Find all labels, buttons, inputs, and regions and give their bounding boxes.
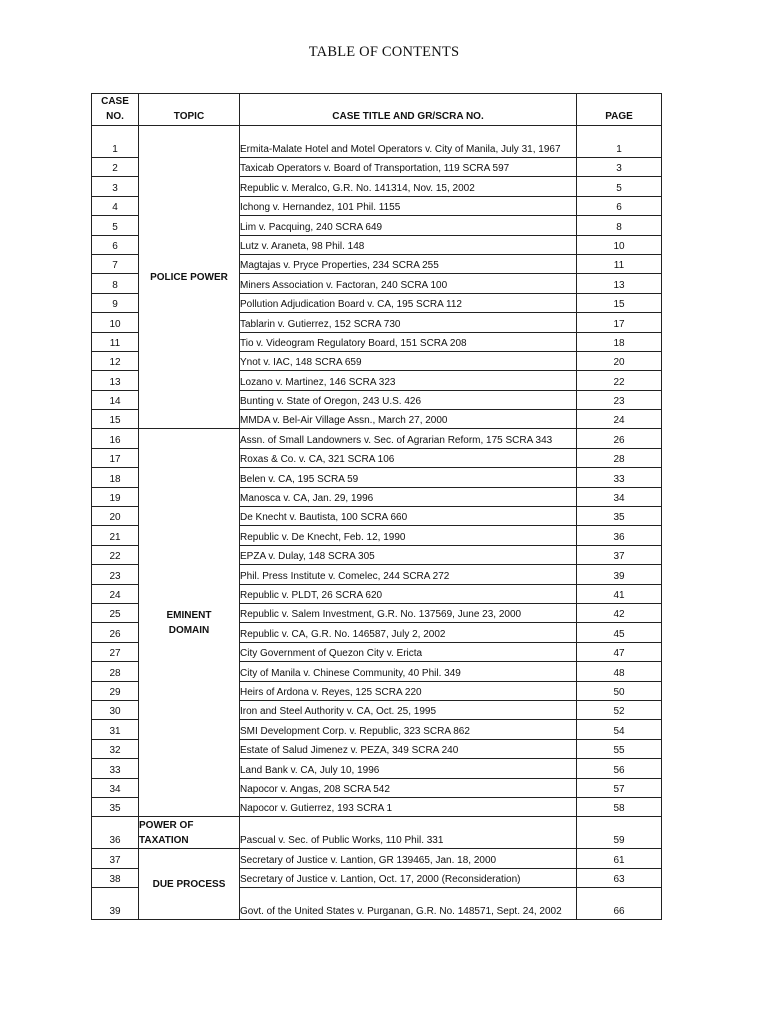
page-number: 33 — [577, 468, 662, 487]
case-number: 6 — [92, 235, 139, 254]
case-title: Napocor v. Gutierrez, 193 SCRA 1 — [240, 797, 577, 816]
table-row — [92, 126, 662, 158]
case-number: 2 — [92, 158, 139, 177]
page-number: 66 — [577, 888, 662, 920]
table-row — [92, 429, 662, 448]
case-title: Heirs of Ardona v. Reyes, 125 SCRA 220 — [240, 681, 577, 700]
case-number: 17 — [92, 448, 139, 467]
page-number: 13 — [577, 274, 662, 293]
case-title: Manosca v. CA, Jan. 29, 1996 — [240, 487, 577, 506]
page-number: 48 — [577, 662, 662, 681]
page-number: 45 — [577, 623, 662, 642]
page-number: 22 — [577, 371, 662, 390]
case-title: Ermita-Malate Hotel and Motel Operators v. City of Manila, July 31, 1967 — [240, 126, 577, 158]
case-title: Estate of Salud Jimenez v. PEZA, 349 SCRA 240 — [240, 739, 577, 758]
case-title: De Knecht v. Bautista, 100 SCRA 660 — [240, 507, 577, 526]
case-number: 24 — [92, 584, 139, 603]
page-number: 23 — [577, 390, 662, 409]
page-number: 61 — [577, 849, 662, 868]
case-title: Lozano v. Martinez, 146 SCRA 323 — [240, 371, 577, 390]
topic-due-process: DUE PROCESS — [139, 849, 240, 920]
case-number: 12 — [92, 351, 139, 370]
case-title: Tio v. Videogram Regulatory Board, 151 SCRA 208 — [240, 332, 577, 351]
case-title: Napocor v. Angas, 208 SCRA 542 — [240, 778, 577, 797]
contents-table — [91, 93, 662, 920]
case-title: Lim v. Pacquing, 240 SCRA 649 — [240, 216, 577, 235]
page-number: 63 — [577, 868, 662, 887]
case-title: Republic v. Salem Investment, G.R. No. 137569, June 23, 2000 — [240, 603, 577, 622]
case-number: 18 — [92, 468, 139, 487]
case-number: 5 — [92, 216, 139, 235]
case-number: 32 — [92, 739, 139, 758]
page-number: 6 — [577, 196, 662, 215]
case-title: Magtajas v. Pryce Properties, 234 SCRA 255 — [240, 254, 577, 273]
page-number: 37 — [577, 545, 662, 564]
header-case-no: CASE NO. — [92, 94, 139, 126]
page-number: 24 — [577, 410, 662, 429]
page-number: 11 — [577, 254, 662, 273]
case-title: SMI Development Corp. v. Republic, 323 SCRA 862 — [240, 720, 577, 739]
case-number: 38 — [92, 868, 139, 887]
case-title: Miners Association v. Factoran, 240 SCRA 100 — [240, 274, 577, 293]
case-title: Land Bank v. CA, July 10, 1996 — [240, 759, 577, 778]
case-number: 39 — [92, 888, 139, 920]
case-number: 34 — [92, 778, 139, 797]
page-number: 28 — [577, 448, 662, 467]
case-title: City of Manila v. Chinese Community, 40 Phil. 349 — [240, 662, 577, 681]
page-number: 17 — [577, 313, 662, 332]
case-number: 29 — [92, 681, 139, 700]
header-case-title: CASE TITLE AND GR/SCRA NO. — [240, 94, 577, 126]
page-number: 10 — [577, 235, 662, 254]
case-number: 8 — [92, 274, 139, 293]
header-row — [92, 94, 662, 126]
document-title: TABLE OF CONTENTS — [308, 44, 460, 60]
case-title: EPZA v. Dulay, 148 SCRA 305 — [240, 545, 577, 564]
table-row — [92, 849, 662, 868]
page-number: 8 — [577, 216, 662, 235]
case-number: 7 — [92, 254, 139, 273]
case-title: Republic v. De Knecht, Feb. 12, 1990 — [240, 526, 577, 545]
page-number: 42 — [577, 603, 662, 622]
case-number: 1 — [92, 126, 139, 158]
page-number: 34 — [577, 487, 662, 506]
case-number: 23 — [92, 565, 139, 584]
header-topic: TOPIC — [139, 94, 240, 126]
case-number: 3 — [92, 177, 139, 196]
case-number: 27 — [92, 642, 139, 661]
page-number: 39 — [577, 565, 662, 584]
case-number: 9 — [92, 293, 139, 312]
case-title: Pascual v. Sec. of Public Works, 110 Phil. 331 — [240, 817, 577, 849]
page-number: 52 — [577, 700, 662, 719]
case-title: Belen v. CA, 195 SCRA 59 — [240, 468, 577, 487]
page-number: 54 — [577, 720, 662, 739]
page-number: 18 — [577, 332, 662, 351]
case-number: 26 — [92, 623, 139, 642]
case-number: 4 — [92, 196, 139, 215]
case-number: 30 — [92, 700, 139, 719]
table-row — [92, 817, 662, 849]
page-number: 36 — [577, 526, 662, 545]
page-number: 58 — [577, 797, 662, 816]
case-number: 20 — [92, 507, 139, 526]
case-title: Pollution Adjudication Board v. CA, 195 SCRA 112 — [240, 293, 577, 312]
case-number: 36 — [92, 817, 139, 849]
case-number: 10 — [92, 313, 139, 332]
case-number: 14 — [92, 390, 139, 409]
case-title: Assn. of Small Landowners v. Sec. of Agrarian Reform, 175 SCRA 343 — [240, 429, 577, 448]
page-number: 15 — [577, 293, 662, 312]
page-number: 26 — [577, 429, 662, 448]
case-title: Bunting v. State of Oregon, 243 U.S. 426 — [240, 390, 577, 409]
page-number: 35 — [577, 507, 662, 526]
case-title: Republic v. CA, G.R. No. 146587, July 2, 2002 — [240, 623, 577, 642]
case-title: MMDA v. Bel-Air Village Assn., March 27, 2000 — [240, 410, 577, 429]
page-number: 3 — [577, 158, 662, 177]
case-number: 15 — [92, 410, 139, 429]
case-title: City Government of Quezon City v. Ericta — [240, 642, 577, 661]
case-number: 22 — [92, 545, 139, 564]
case-number: 21 — [92, 526, 139, 545]
page-number: 41 — [577, 584, 662, 603]
topic-police-power: POLICE POWER — [139, 126, 240, 429]
case-number: 33 — [92, 759, 139, 778]
case-title: Republic v. Meralco, G.R. No. 141314, Nov. 15, 2002 — [240, 177, 577, 196]
header-page: PAGE — [577, 94, 662, 126]
case-number: 31 — [92, 720, 139, 739]
case-number: 19 — [92, 487, 139, 506]
case-number: 16 — [92, 429, 139, 448]
table-body — [92, 126, 662, 920]
case-title: Secretary of Justice v. Lantion, GR 139465, Jan. 18, 2000 — [240, 849, 577, 868]
case-title: Phil. Press Institute v. Comelec, 244 SCRA 272 — [240, 565, 577, 584]
topic-eminent-domain: EMINENT DOMAIN — [139, 429, 240, 817]
case-title: Secretary of Justice v. Lantion, Oct. 17, 2000 (Reconsideration) — [240, 868, 577, 887]
case-number: 11 — [92, 332, 139, 351]
case-number: 35 — [92, 797, 139, 816]
page-number: 50 — [577, 681, 662, 700]
case-title: Roxas & Co. v. CA, 321 SCRA 106 — [240, 448, 577, 467]
case-number: 37 — [92, 849, 139, 868]
case-number: 25 — [92, 603, 139, 622]
page-number: 47 — [577, 642, 662, 661]
case-title: Ynot v. IAC, 148 SCRA 659 — [240, 351, 577, 370]
page-number: 1 — [577, 126, 662, 158]
case-number: 13 — [92, 371, 139, 390]
page-number: 56 — [577, 759, 662, 778]
page-number: 55 — [577, 739, 662, 758]
page-number: 5 — [577, 177, 662, 196]
case-title: Taxicab Operators v. Board of Transportation, 119 SCRA 597 — [240, 158, 577, 177]
case-title: Ichong v. Hernandez, 101 Phil. 1155 — [240, 196, 577, 215]
page-number: 57 — [577, 778, 662, 797]
case-number: 28 — [92, 662, 139, 681]
case-title: Republic v. PLDT, 26 SCRA 620 — [240, 584, 577, 603]
topic-power-of-taxation: POWER OF TAXATION — [139, 817, 240, 849]
case-title: Lutz v. Araneta, 98 Phil. 148 — [240, 235, 577, 254]
case-title: Iron and Steel Authority v. CA, Oct. 25, 1995 — [240, 700, 577, 719]
page-number: 20 — [577, 351, 662, 370]
case-title: Govt. of the United States v. Purganan, G.R. No. 148571, Sept. 24, 2002 — [240, 888, 577, 920]
page-number: 59 — [577, 817, 662, 849]
case-title: Tablarin v. Gutierrez, 152 SCRA 730 — [240, 313, 577, 332]
